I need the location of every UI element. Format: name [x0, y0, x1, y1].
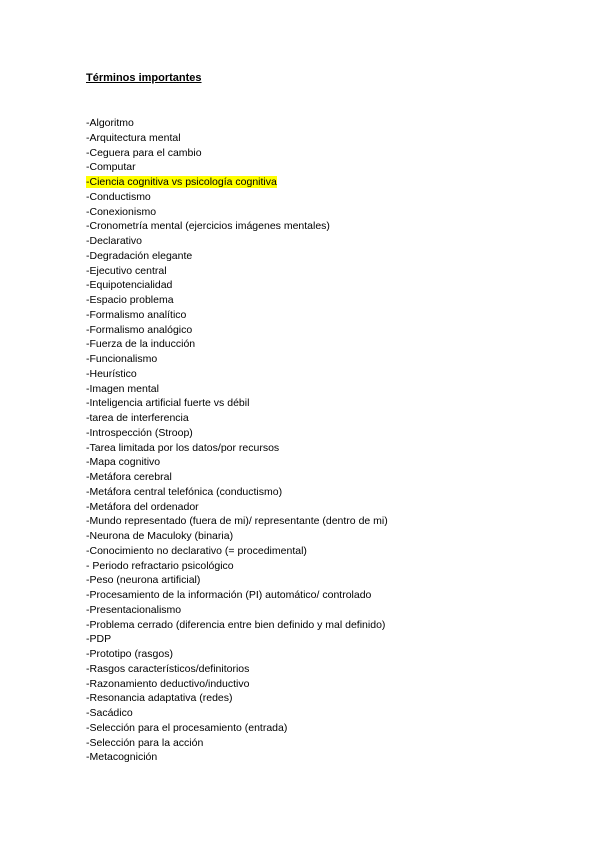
term-text: -Mapa cognitivo	[86, 456, 161, 469]
term-text: -Computar	[86, 161, 136, 174]
term-item	[86, 160, 388, 175]
term-text: -Formalismo analítico	[86, 308, 187, 321]
term-item	[86, 544, 388, 559]
term-text: -Procesamiento de la información (PI) automático/ controlado	[86, 589, 372, 601]
term-item	[86, 337, 388, 352]
term-item	[86, 573, 388, 588]
term-text: -Algoritmo	[86, 117, 134, 129]
term-text: -Ejecutivo central	[86, 264, 167, 277]
term-text: -Inteligencia artificial fuerte vs débil	[86, 397, 250, 410]
terms-list	[86, 116, 388, 765]
term-text: -Peso (neurona artificial)	[86, 574, 201, 587]
term-item	[86, 308, 388, 323]
term-item	[86, 116, 388, 131]
term-item	[86, 736, 388, 751]
term-item	[86, 234, 388, 249]
term-item	[86, 441, 388, 456]
term-item	[86, 706, 388, 721]
term-item	[86, 559, 388, 574]
term-text: -Heurístico	[86, 367, 137, 380]
term-item	[86, 500, 388, 515]
term-text: -Arquitectura mental	[86, 131, 181, 144]
term-item	[86, 278, 388, 293]
term-item	[86, 632, 388, 647]
page-title: Términos importantes	[86, 72, 202, 84]
term-text: -Equipotencialidad	[86, 279, 173, 292]
term-text: -Tarea limitada por los datos/por recursos	[86, 441, 280, 454]
term-text: -Formalismo analógico	[86, 323, 193, 336]
term-text: -Selección para el procesamiento (entrada)	[86, 721, 288, 734]
term-text: -Ceguera para el cambio	[86, 146, 202, 159]
term-text: -Degradación elegante	[86, 249, 193, 262]
term-text: -Conexionismo	[86, 205, 157, 218]
term-item	[86, 249, 388, 264]
term-item	[86, 131, 388, 146]
term-item	[86, 146, 388, 161]
term-item	[86, 662, 388, 677]
term-text: -Espacio problema	[86, 294, 174, 306]
term-item	[86, 323, 388, 338]
term-text: -Metáfora cerebral	[86, 471, 172, 483]
term-item	[86, 382, 388, 397]
term-text: -tarea de interferencia	[86, 412, 189, 424]
term-text: -Selección para la acción	[86, 736, 204, 749]
term-item	[86, 293, 388, 308]
term-item	[86, 677, 388, 692]
term-text: -Rasgos característicos/definitorios	[86, 662, 250, 675]
term-text: -Metacognición	[86, 751, 158, 764]
term-item	[86, 721, 388, 736]
term-text: -Conocimiento no declarativo (= procedimental)	[86, 544, 307, 557]
term-item	[86, 470, 388, 485]
term-item	[86, 175, 388, 190]
term-item	[86, 750, 388, 765]
term-text: -Problema cerrado (diferencia entre bien definido y mal definido)	[86, 618, 386, 631]
term-text: -Introspección (Stroop)	[86, 426, 193, 439]
term-item	[86, 205, 388, 220]
term-text: -Conductismo	[86, 190, 151, 203]
term-text: -Cronometría mental (ejercicios imágenes mentales)	[86, 220, 330, 233]
term-item	[86, 603, 388, 618]
term-item	[86, 514, 388, 529]
highlighted-term-text: -Ciencia cognitiva vs psicología cognitiva	[86, 176, 277, 188]
term-text: -Funcionalismo	[86, 353, 158, 365]
term-item	[86, 367, 388, 382]
term-text: -Prototipo (rasgos)	[86, 648, 173, 660]
term-text: -Presentacionalismo	[86, 603, 182, 616]
term-item	[86, 264, 388, 279]
term-text: -Imagen mental	[86, 382, 159, 395]
term-text: -Sacádico	[86, 707, 133, 719]
term-item	[86, 352, 388, 367]
term-item	[86, 426, 388, 441]
term-item	[86, 411, 388, 426]
term-text: -Fuerza de la inducción	[86, 338, 196, 351]
term-item	[86, 647, 388, 662]
term-item	[86, 219, 388, 234]
term-text: -Neurona de Maculoky (binaria)	[86, 530, 234, 542]
term-item	[86, 529, 388, 544]
term-item	[86, 455, 388, 470]
term-item	[86, 396, 388, 411]
term-item	[86, 691, 388, 706]
term-text: -Metáfora del ordenador	[86, 500, 199, 513]
term-text: - Periodo refractario psicológico	[86, 559, 234, 572]
term-item	[86, 588, 388, 603]
term-item	[86, 190, 388, 205]
term-item	[86, 618, 388, 633]
term-text: -Mundo representado (fuera de mi)/ representante (dentro de mi)	[86, 515, 388, 528]
term-text: -Razonamiento deductivo/inductivo	[86, 677, 250, 690]
term-text: -PDP	[86, 633, 112, 646]
term-text: -Declarativo	[86, 235, 143, 247]
term-text: -Metáfora central telefónica (conductismo)	[86, 485, 283, 498]
term-text: -Resonancia adaptativa (redes)	[86, 692, 233, 705]
term-item	[86, 485, 388, 500]
